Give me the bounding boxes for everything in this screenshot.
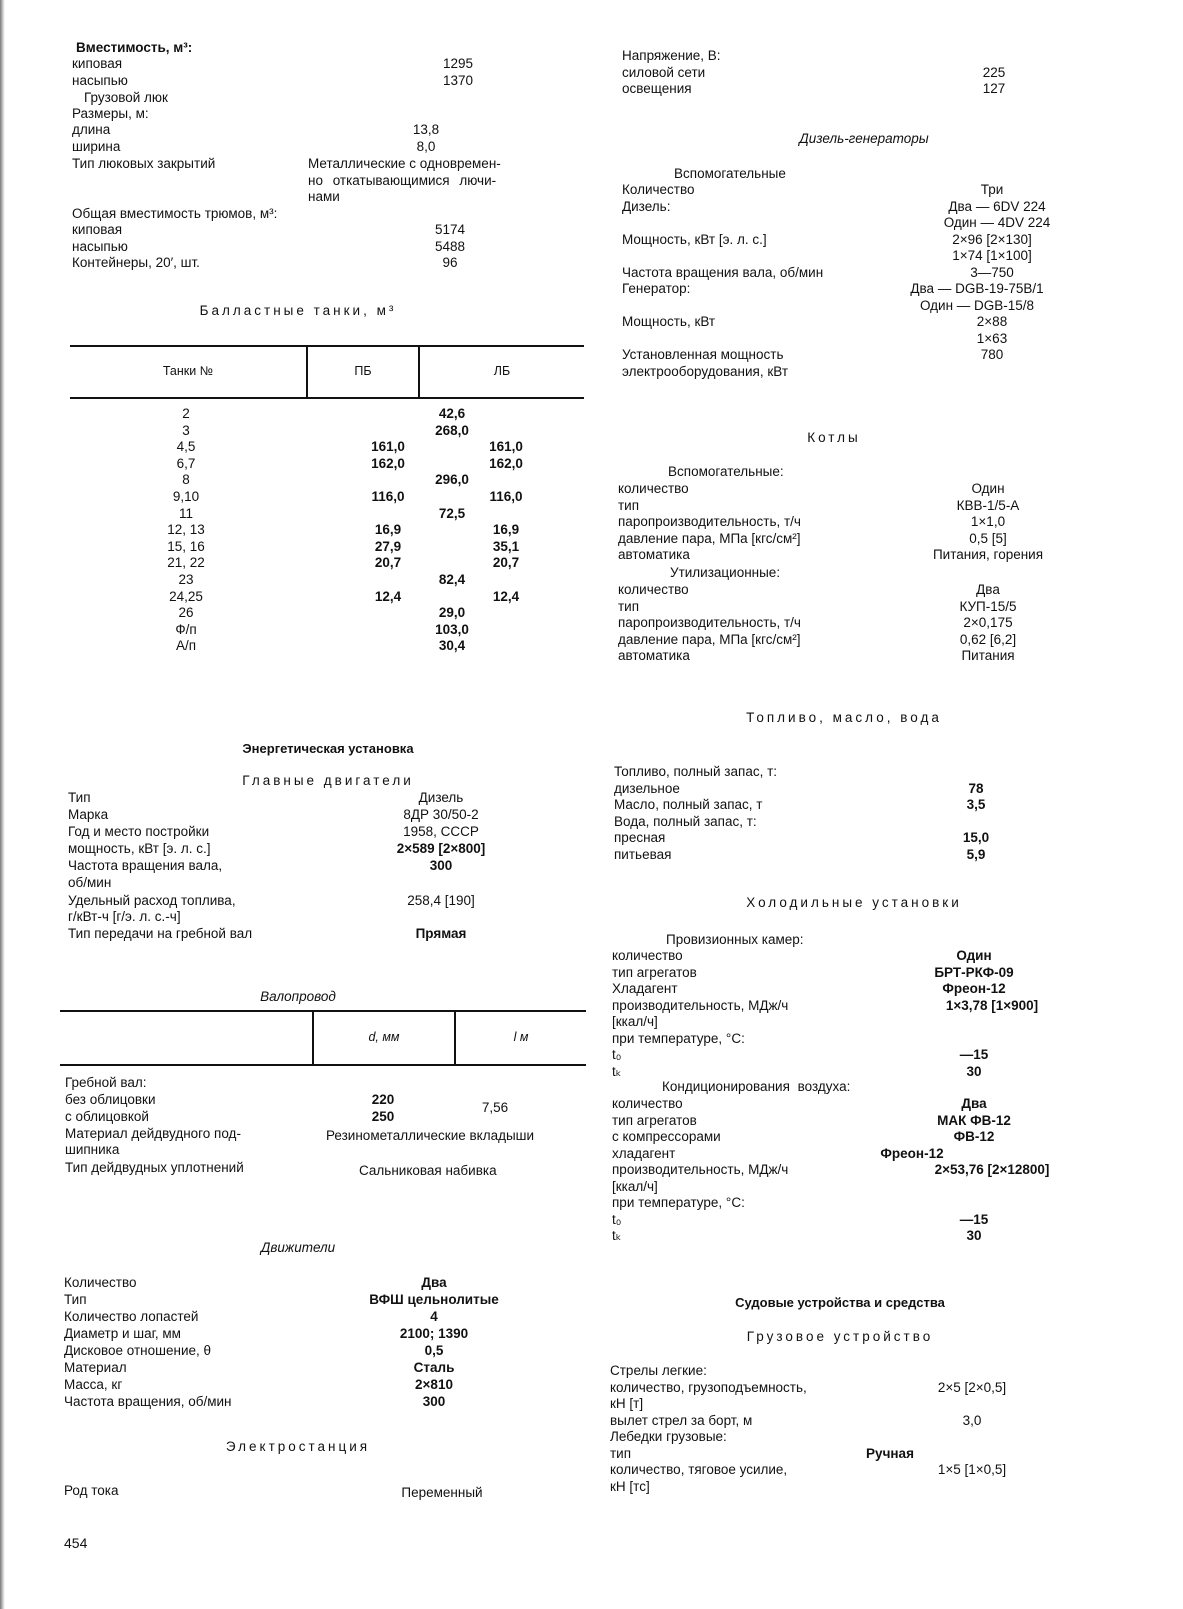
ballast-tank-number: 12, 13 (167, 522, 205, 538)
ballast-lb-value: 162,0 (489, 455, 523, 471)
spec-label: [ккал/ч] (612, 1178, 658, 1194)
seal-label: Тип дейдвудных уплотнений (65, 1160, 244, 1175)
ballast-tank-number: 24,25 (169, 588, 203, 604)
spec-value: 3,5 (966, 797, 986, 812)
spec-value: 78 (968, 780, 984, 796)
spec-value: Два — DGB-19-75B/1 (910, 281, 1044, 296)
power-station-title: Электростанция (225, 1439, 371, 1454)
spec-value: 1295 (442, 56, 474, 71)
ballast-center-value: 72,5 (438, 505, 466, 521)
bearing-label: шипника (65, 1142, 120, 1157)
boilers-title: Котлы (807, 430, 861, 445)
spec-label: Марка (68, 807, 109, 822)
spec-value: 1370 (442, 73, 474, 88)
spec-label: паропроизводительность, т/ч (618, 615, 801, 630)
spec-value: Один — DGB-15/8 (919, 297, 1035, 313)
spec-label: Масло, полный запас, т (614, 797, 763, 812)
spec-value: Два (976, 582, 1000, 597)
spec-value: 30 (966, 1063, 982, 1079)
spec-label: [ккал/ч] (612, 1014, 658, 1029)
power-plant-title: Энергетическая установка (242, 741, 414, 756)
spec-value: 300 (422, 1394, 446, 1409)
spec-label: г/кВт-ч [г/э. л. с.-ч] (68, 909, 181, 924)
spec-label: Количество (622, 182, 695, 197)
spec-label: Лебедки грузовые: (610, 1429, 727, 1444)
spec-label: Вода, полный запас, т: (614, 813, 757, 829)
boilers-util-title: Утилизационные: (670, 565, 781, 580)
spec-value: Фреон-12 (880, 1145, 944, 1161)
spec-label: количество (618, 582, 689, 597)
ballast-lb-value: 12,4 (492, 588, 520, 604)
ballast-tank-number: А/п (175, 638, 197, 654)
ballast-center-value: 30,4 (438, 638, 466, 654)
spec-value: 3,0 (962, 1412, 982, 1428)
ballast-tank-number: 8 (182, 472, 190, 488)
spec-value: 15,0 (962, 830, 990, 845)
header-pb: ПБ (354, 364, 372, 379)
spec-label: тип (618, 598, 640, 614)
spec-label: с компрессорами (612, 1129, 721, 1144)
left-column (64, 0, 584, 1609)
spec-value: 4 (430, 1309, 438, 1324)
spec-label: Установленная мощность (622, 347, 784, 362)
spec-label: освещения (622, 81, 692, 96)
spec-value: 8,0 (416, 139, 436, 154)
capacity-title: Вместимость, м³: (76, 40, 193, 55)
diesel-generators-title: Дизель-генераторы (799, 131, 929, 146)
spec-label: дизельное (614, 780, 680, 796)
spec-value: 2×0,175 (963, 615, 1013, 630)
spec-value: 0,5 (424, 1343, 444, 1358)
hatch-type-line: нами (308, 189, 340, 204)
fuel-title: Топливо, масло, вода (746, 710, 942, 725)
spec-value: 2×5 [2×0,5] (937, 1379, 1007, 1395)
spec-value: Один (956, 948, 992, 963)
spec-value: Два (961, 1096, 987, 1111)
ballast-center-value: 29,0 (438, 605, 466, 621)
ballast-tank-number: 2 (182, 406, 190, 421)
spec-label: количество (612, 948, 683, 963)
hatch-type-label: Тип люковых закрытий (72, 156, 216, 171)
spec-label: без облицовки (65, 1092, 156, 1107)
ballast-center-value: 82,4 (438, 572, 466, 587)
spec-value: 2100; 1390 (399, 1326, 469, 1341)
spec-value: 1×1,0 (970, 514, 1006, 529)
spec-label: Тип передачи на гребной вал (68, 926, 253, 941)
spec-label: при температуре, °С: (612, 1195, 745, 1210)
spec-label: Частота вращения, об/мин (64, 1394, 232, 1409)
ballast-lb-value: 35,1 (492, 538, 520, 554)
spec-label: Тип (68, 790, 91, 805)
spec-label: автоматика (618, 648, 690, 663)
spec-value: 127 (982, 81, 1006, 96)
spec-label: Генератор: (622, 281, 691, 296)
hatch-type-line: но откатывающимися лючи- (308, 173, 497, 188)
header-length: l м (513, 1030, 529, 1045)
spec-label: хладагент (612, 1145, 676, 1161)
header-tanks: Танки № (162, 364, 214, 379)
spec-value: 1×63 (976, 330, 1008, 346)
spec-value: 0,62 [6,2] (959, 631, 1017, 647)
spec-value: БРТ-РКФ-09 (934, 964, 1014, 980)
ballast-pb-value: 27,9 (374, 538, 402, 554)
ballast-pb-value: 16,9 (374, 522, 402, 538)
spec-value: 2×53,76 [2×12800] (934, 1162, 1050, 1177)
ballast-tank-number: 4,5 (176, 439, 196, 455)
spec-label: Масса, кг (64, 1377, 123, 1392)
spec-value: 5488 (434, 239, 466, 254)
spec-value: 2×96 [2×130] (952, 231, 1032, 247)
refrigeration-prov-title: Провизионных камер: (666, 932, 804, 947)
spec-label: Стрелы легкие: (610, 1363, 707, 1378)
spec-label: t₀ (612, 1047, 622, 1062)
spec-value: 5174 (434, 222, 466, 237)
spec-label: Количество лопастей (64, 1309, 199, 1324)
boilers-aux-title: Вспомогательные: (668, 464, 784, 479)
spec-value: 5,9 (966, 846, 986, 862)
spec-value: Переменный (401, 1485, 483, 1500)
spec-value: 2×589 [2×800] (396, 841, 486, 856)
spec-value: Прямая (415, 926, 467, 941)
spec-label: Мощность, кВт (622, 314, 716, 329)
spec-value: 2×810 (415, 1377, 453, 1392)
spec-value: 1958, СССР (403, 824, 479, 839)
spec-label: Мощность, кВт [э. л. с.] (622, 231, 767, 247)
spec-label: силовой сети (622, 64, 706, 80)
spec-value: Дизель (418, 790, 464, 805)
spec-value: КУП-15/5 (959, 598, 1017, 614)
diesel-generators-sub: Вспомогательные (674, 166, 786, 181)
spec-label: об/мин (68, 875, 112, 890)
spec-value: 96 (442, 255, 458, 270)
ballast-tank-number: 11 (178, 505, 194, 521)
spec-label: киповая (72, 222, 123, 237)
spec-label: Контейнеры, 20′, шт. (72, 255, 200, 270)
spec-label: Частота вращения вала, об/мин (622, 264, 824, 280)
header-lb: ЛБ (493, 364, 511, 379)
spec-value: Два — 6DV 224 (948, 198, 1046, 214)
spec-label: кН [т] (610, 1396, 644, 1411)
spec-value: 1×3,78 [1×900] (945, 997, 1039, 1013)
ballast-tank-number: 3 (182, 422, 190, 438)
spec-value: 1×74 [1×100] (952, 248, 1032, 263)
spec-label: электрооборудования, кВт (622, 363, 789, 379)
spec-label: Грузовой люк (84, 90, 168, 105)
propulsors-title: Движители (260, 1240, 336, 1255)
bearing-label: Материал дейдвудного под- (65, 1126, 241, 1141)
spec-label: мощность, кВт [э. л. с.] (68, 841, 211, 856)
shaft-length: 7,56 (481, 1100, 509, 1115)
ballast-center-value: 268,0 (435, 422, 469, 438)
spec-label: Частота вращения вала, (68, 858, 223, 873)
shaft-diameter: 220 (371, 1092, 395, 1107)
spec-label: вылет стрел за борт, м (610, 1412, 753, 1428)
spec-value: 1×5 [1×0,5] (937, 1462, 1007, 1477)
spec-label: киповая (72, 56, 123, 71)
spec-value: ФВ-12 (953, 1129, 995, 1144)
spec-label: давление пара, МПа [кгс/см²] (618, 530, 801, 546)
ballast-tank-number: 21, 22 (167, 555, 205, 571)
spec-label: Топливо, полный запас, т: (614, 764, 778, 779)
spec-label: количество, тяговое усилие, (610, 1462, 788, 1477)
ballast-tank-number: 6,7 (176, 455, 196, 471)
spec-label: насыпью (72, 239, 128, 254)
spec-value: МАК ФВ-12 (937, 1112, 1011, 1128)
spec-value: Ручная (866, 1445, 914, 1461)
spec-label: автоматика (618, 547, 690, 562)
spec-label: Диаметр и шаг, мм (64, 1326, 181, 1341)
spec-label: Дизель: (622, 198, 671, 214)
spec-label: с облицовкой (65, 1109, 149, 1124)
spec-label: давление пара, МПа [кгс/см²] (618, 631, 801, 647)
ballast-pb-value: 162,0 (371, 455, 405, 471)
shafting-title: Валопровод (260, 989, 336, 1004)
main-engines-title: Главные двигатели (242, 773, 414, 788)
spec-label: tₖ (612, 1228, 622, 1243)
ballast-lb-value: 20,7 (492, 555, 520, 571)
spec-label: Тип (64, 1292, 87, 1307)
header-empty (60, 1012, 312, 1064)
seal-value: Сальниковая набивка (359, 1163, 497, 1178)
spec-label: Удельный расход топлива, (68, 893, 236, 908)
spec-label: тип агрегатов (612, 1112, 697, 1128)
spec-label: Количество (64, 1275, 137, 1290)
spec-label: кН [тс] (610, 1478, 650, 1494)
spec-label: Хладагент (612, 981, 678, 996)
ballast-pb-value: 116,0 (371, 489, 405, 504)
spec-label: Гребной вал: (65, 1075, 147, 1090)
spec-value: Два (421, 1275, 447, 1290)
spec-value: 30 (966, 1228, 982, 1243)
ballast-lb-value: 161,0 (489, 439, 523, 455)
spec-value: —15 (959, 1211, 989, 1227)
ship-devices-title: Судовые устройства и средства (735, 1295, 945, 1310)
spec-label: ширина (72, 139, 121, 154)
cargo-device-title: Грузовое устройство (746, 1329, 934, 1344)
spec-label: производительность, МДж/ч (612, 997, 789, 1013)
shaft-diameter: 250 (371, 1109, 395, 1124)
spec-label: тип агрегатов (612, 964, 697, 980)
ballast-title: Балластные танки, м³ (199, 303, 397, 318)
spec-value: 8ДР 30/50-2 (403, 807, 479, 822)
spec-label: t₀ (612, 1211, 622, 1227)
spec-value: 13,8 (412, 122, 440, 137)
ballast-center-value: 103,0 (435, 621, 469, 637)
spec-label: производительность, МДж/ч (612, 1162, 789, 1177)
spec-value: 258,4 [190] (407, 893, 475, 908)
spec-label: Дисковое отношение, θ (64, 1343, 211, 1358)
spec-value: КВВ-1/5-А (956, 497, 1020, 513)
spec-value: 780 (980, 347, 1004, 362)
ballast-tank-number: 26 (178, 605, 194, 621)
spec-label: тип (618, 497, 640, 513)
holds-title: Общая вместимость трюмов, м³: (72, 206, 278, 221)
refrigeration-title: Холодильные установки (746, 895, 962, 910)
ballast-center-value: 296,0 (435, 472, 469, 488)
ballast-tank-number: 15, 16 (167, 538, 205, 554)
spec-label: длина (72, 122, 111, 137)
spec-label: Род тока (64, 1483, 119, 1498)
spec-value: Сталь (413, 1360, 455, 1375)
spec-value: 0,5 [5] (969, 530, 1007, 546)
right-column (610, 0, 1100, 1609)
spec-value: Фреон-12 (942, 981, 1006, 996)
spec-label: Размеры, м: (72, 106, 149, 121)
shafting-table-header (60, 1010, 586, 1066)
spec-label: Напряжение, В: (622, 48, 721, 63)
spec-value: Питания, горения (932, 547, 1044, 562)
spec-label: тип (610, 1445, 632, 1461)
spec-label: количество, грузоподъемность, (610, 1379, 807, 1395)
spec-label: питьевая (614, 846, 672, 862)
spec-value: Питания (961, 648, 1015, 663)
header-diameter: d, мм (368, 1030, 400, 1045)
scan-edge-shadow (0, 0, 5, 1609)
hatch-type-line: Металлические с одновремен- (308, 156, 501, 171)
ballast-lb-value: 116,0 (489, 489, 523, 504)
spec-label: Год и место постройки (68, 824, 210, 839)
spec-value: ВФШ цельнолитые (369, 1292, 499, 1307)
spec-value: 225 (982, 64, 1006, 80)
ballast-pb-value: 12,4 (374, 588, 402, 604)
spec-label: tₖ (612, 1063, 622, 1079)
ballast-pb-value: 20,7 (374, 555, 402, 571)
spec-value: Один — 4DV 224 (943, 215, 1051, 230)
spec-label: насыпью (72, 73, 128, 88)
spec-label: Материал (64, 1360, 127, 1375)
spec-label: количество (612, 1096, 683, 1111)
spec-label: пресная (614, 830, 666, 845)
ballast-lb-value: 16,9 (492, 522, 520, 538)
spec-value: 2×88 (976, 314, 1008, 329)
spec-label: при температуре, °С: (612, 1030, 745, 1046)
ballast-tank-number: 9,10 (172, 489, 200, 504)
spec-value: Один (971, 481, 1005, 496)
spec-label: паропроизводительность, т/ч (618, 514, 801, 529)
ballast-center-value: 42,6 (438, 406, 466, 421)
spec-value: 3—750 (970, 264, 1014, 280)
ballast-table-header (70, 345, 584, 399)
spec-value: 300 (429, 858, 453, 873)
ballast-tank-number: 23 (178, 572, 194, 587)
spec-label: количество (618, 481, 689, 496)
spec-value: —15 (959, 1047, 989, 1062)
bearing-value: Резинометаллические вкладыши (326, 1128, 535, 1143)
refrigeration-ac-title: Кондиционирования воздуха: (662, 1079, 851, 1094)
page-number: 454 (64, 1535, 88, 1551)
spec-value: Три (980, 182, 1004, 197)
ballast-tank-number: Ф/п (175, 621, 197, 637)
ballast-pb-value: 161,0 (371, 439, 405, 455)
